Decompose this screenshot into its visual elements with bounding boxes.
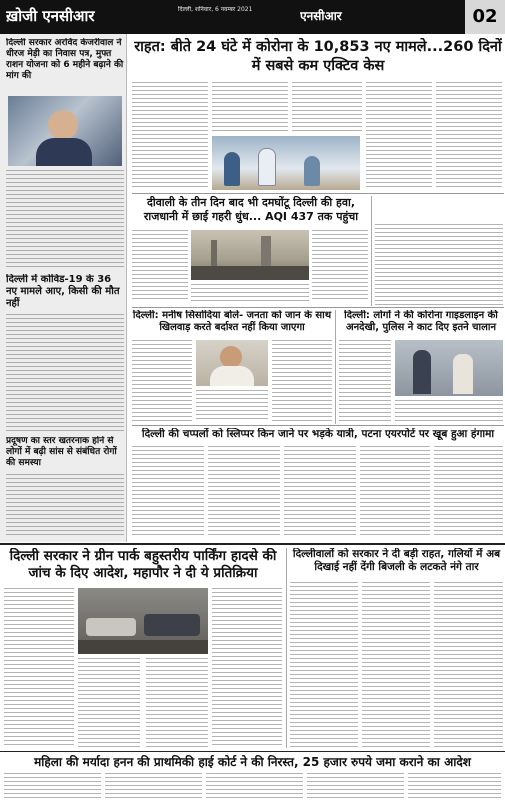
left-story2-body bbox=[6, 314, 124, 432]
divider bbox=[286, 548, 287, 748]
lead-body-col1 bbox=[132, 82, 208, 190]
court-body-col3 bbox=[206, 773, 303, 799]
court-body-col4 bbox=[307, 773, 404, 799]
section-name: एनसीआर bbox=[300, 9, 342, 23]
airport-body-col4 bbox=[360, 446, 430, 538]
left-story1-headline: दिल्ली सरकार अरविंद केजरीवाल ने धीरज मेड़ी का निवास पत्र, मुफ्त राशन योजना को 6 महीने बढ़ाने की मांग की bbox=[6, 38, 124, 81]
guidelines-photo bbox=[395, 340, 503, 396]
side-story-body bbox=[375, 224, 503, 306]
left-story1-photo bbox=[8, 96, 122, 166]
divider bbox=[335, 310, 336, 424]
court-body-col5 bbox=[408, 773, 501, 799]
divider bbox=[132, 307, 504, 308]
dateline: दिल्ली, शनिवार, 6 नवम्बर 2021 bbox=[178, 6, 253, 13]
divider bbox=[0, 751, 505, 752]
diwali-body-col1 bbox=[132, 230, 188, 302]
parking-body-col2 bbox=[78, 658, 140, 748]
guidelines-headline: दिल्ली: लोगों ने की कोरोना गाइडलाइन की अनदेखी, पुलिस ने काट दिए इतने चालान bbox=[344, 310, 498, 333]
divider bbox=[132, 425, 504, 426]
electricity-body-col2 bbox=[362, 582, 430, 748]
court-headline: महिला की मर्यादा हनन की प्राथमिकी हाई कोर्ट ने की निरस्त, 25 हजार रुपये जमा कराने का आदेश bbox=[34, 755, 471, 769]
guidelines-body-col1 bbox=[339, 340, 391, 422]
lead-headline: राहत: बीते 24 घंटे में कोरोना के 10,853 नए मामले...260 दिनों में सबसे कम एक्टिव केस bbox=[134, 39, 502, 74]
parking-photo bbox=[78, 588, 208, 654]
parking-body-col4 bbox=[212, 588, 282, 748]
electricity-body-col3 bbox=[434, 582, 503, 748]
lead-body-col3 bbox=[292, 82, 362, 134]
parking-body-col3 bbox=[146, 658, 208, 748]
lead-body-col2 bbox=[212, 82, 288, 134]
page-number: 02 bbox=[465, 0, 505, 34]
diwali-smog-photo bbox=[191, 230, 309, 280]
parking-headline: दिल्ली सरकार ने ग्रीन पार्क बहुस्तरीय पार्किंग हादसे की जांच के दिए आदेश, महापौर ने दी ये प्रतिक्रिया bbox=[9, 548, 277, 581]
minister-body-col1 bbox=[132, 340, 192, 422]
lead-body-col5 bbox=[436, 82, 502, 190]
side-story-headline bbox=[375, 196, 503, 222]
divider bbox=[132, 193, 504, 194]
left-story3-headline: प्रदूषण का स्तर खतरनाक होने से लोगों में बढ़ी सांस से संबंधित रोगों की समस्या bbox=[6, 436, 117, 468]
lead-photo bbox=[212, 136, 360, 190]
left-story2-headline: दिल्ली में कोविड-19 के 36 नए मामले आए, किसी की मौत नहीं bbox=[6, 274, 120, 309]
electricity-body-col1 bbox=[290, 582, 358, 748]
airport-body-col3 bbox=[284, 446, 356, 538]
lead-body-col4 bbox=[366, 82, 432, 190]
minister-body-col2 bbox=[196, 390, 268, 422]
diwali-body-col2 bbox=[191, 284, 309, 302]
court-body-col1 bbox=[4, 773, 101, 799]
divider bbox=[0, 543, 505, 545]
airport-headline: दिल्ली की चप्पलों को स्लिप्पर किन जाने पर भड़के यात्री, पटना एयरपोर्ट पर खूब हुआ हंगामा bbox=[141, 428, 495, 440]
diwali-headline: दीवाली के तीन दिन बाद भी दमघोंटू दिल्ली की हवा, राजधानी में छाई गहरी धुंध... AQI 437 तक पहुंचा bbox=[143, 196, 359, 223]
airport-body-col2 bbox=[208, 446, 280, 538]
brand-logo: ख़ोजी एनसीआर bbox=[6, 7, 95, 25]
parking-body-col1 bbox=[4, 588, 74, 748]
minister-photo bbox=[196, 340, 268, 386]
electricity-headline: दिल्लीवालों को सरकार ने दी बड़ी राहत, गलियों में अब दिखाई नहीं देंगी बिजली के लटकते नंगे तार bbox=[292, 548, 501, 573]
court-body-col2 bbox=[105, 773, 202, 799]
left-story1-body bbox=[6, 170, 124, 270]
minister-headline: दिल्ली: मनीष सिसोदिया बोले- जनता को जान के साथ खिलवाड़ करते बर्दाश्त नहीं किया जाएगा bbox=[132, 310, 332, 333]
airport-body-col1 bbox=[132, 446, 204, 538]
diwali-body-col3 bbox=[312, 230, 368, 302]
minister-body-col3 bbox=[272, 340, 332, 422]
guidelines-body-col2 bbox=[395, 400, 503, 422]
left-story3-body bbox=[6, 474, 124, 538]
airport-body-col5 bbox=[434, 446, 503, 538]
divider bbox=[371, 196, 372, 306]
